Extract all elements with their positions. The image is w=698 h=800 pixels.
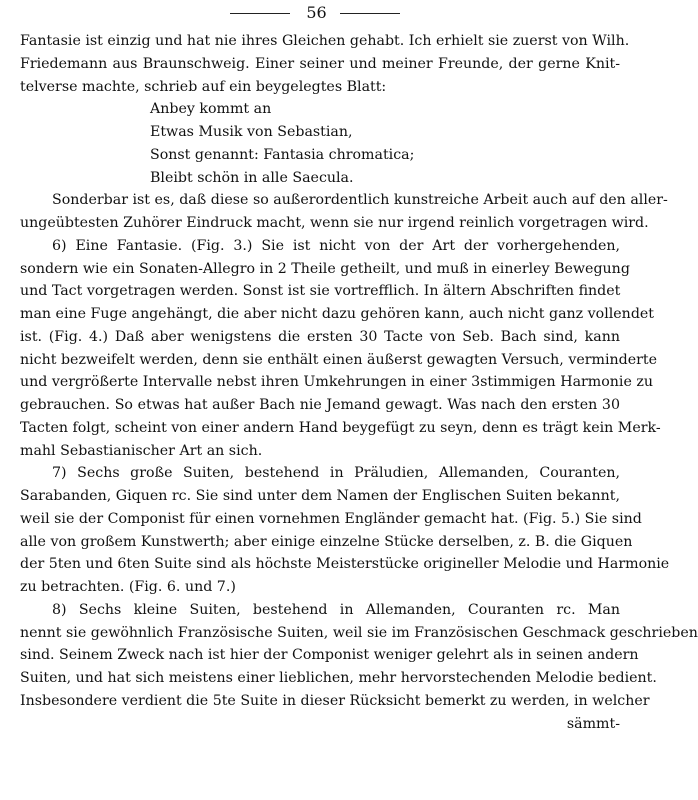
text-line: der 5ten und 6ten Suite sind als höchste Meisterstücke origineller Melodie und Harmonie — [20, 556, 670, 573]
text-line: Friedemann aus Braunschweig. Einer seiner und meiner Freunde, der gerne Knit- — [20, 55, 620, 72]
text-line: Sarabanden, Giquen rc. Sie sind unter dem Namen der Englischen Suiten bekannt, — [20, 488, 620, 504]
text-line: alle von großem Kunstwerth; aber einige einzelne Stücke derselben, z. B. die Giquen — [20, 533, 633, 550]
text-line: mahl Sebastianischer Art an sich. — [20, 442, 263, 459]
text-line: weil sie der Componist für einen vornehmen Engländer gemacht hat. (Fig. 5.) Sie sind — [20, 510, 642, 527]
text-line: Tacten folgt, scheint von einer andern Hand beygefügt zu seyn, denn es trägt kein Merk- — [20, 419, 661, 436]
text-line: telverse machte, schrieb auf ein beygelegtes Blatt: — [20, 78, 387, 95]
verse-line: Anbey kommt an — [150, 101, 272, 118]
text-line: 6) Eine Fantasie. (Fig. 3.) Sie ist nicht von der Art der vorhergehenden, — [52, 237, 620, 254]
text-line: 7) Sechs große Suiten, bestehend in Präludien, Allemanden, Couranten, — [52, 465, 620, 482]
verse-line: Sonst genannt: Fantasia chromatica; — [150, 146, 415, 163]
header-rule-right — [340, 13, 400, 14]
text-line: ungeübtesten Zuhörer Eindruck macht, wenn sie nur irgend reinlich vorgetragen wird. — [20, 215, 649, 231]
text-line: und vergrößerte Intervalle nebst ihren Umkehrungen in einer 3stimmigen Harmonie zu — [20, 374, 653, 391]
text-line: und Tact vorgetragen werden. Sonst ist sie vortrefflich. In ältern Abschriften findet — [20, 283, 621, 300]
text-line: nicht bezweifelt werden, denn sie enthält einen äußerst gewagten Versuch, verminderte — [20, 351, 658, 368]
text-line: Suiten, und hat sich meistens einer lieblichen, mehr hervorstechenden Melodie bedient. — [20, 670, 657, 686]
text-line: Sonderbar ist es, daß diese so außerordentlich kunstreiche Arbeit auch auf den aller- — [52, 192, 668, 209]
text-line: zu betrachten. (Fig. 6. und 7.) — [20, 579, 236, 595]
page-body — [20, 30, 698, 735]
text-line: Fantasie ist einzig und hat nie ihres Gleichen gehabt. Ich erhielt sie zuerst von Wilh. — [20, 33, 630, 49]
page-number: 56 — [306, 3, 327, 22]
page-header — [0, 2, 633, 24]
verse-line: Bleibt schön in alle Saecula. — [150, 169, 354, 186]
text-line: gebrauchen. So etwas hat außer Bach nie Jemand gewagt. Was nach den ersten 30 — [20, 397, 620, 413]
text-line: nennt sie gewöhnlich Französische Suiten, weil sie im Französischen Geschmack geschrieben — [20, 624, 698, 641]
text-line: sondern wie ein Sonaten-Allegro in 2 Theile getheilt, und muß in einerley Bewegung — [20, 260, 630, 277]
text-line: 8) Sechs kleine Suiten, bestehend in Allemanden, Couranten rc. Man — [52, 601, 620, 618]
catchword: sämmt- — [566, 715, 620, 732]
text-line: sind. Seinem Zweck nach ist hier der Componist weniger gelehrt als in seinen andern — [20, 647, 639, 664]
text-line: Insbesondere verdient die 5te Suite in dieser Rücksicht bemerkt zu werden, in welcher — [20, 692, 650, 709]
text-line: man eine Fuge angehängt, die aber nicht dazu gehören kann, auch nicht ganz vollendet — [20, 306, 654, 322]
text-line: ist. (Fig. 4.) Daß aber wenigstens die ersten 30 Tacte von Seb. Bach sind, kann — [20, 328, 620, 345]
verse-line: Etwas Musik von Sebastian, — [150, 124, 353, 140]
